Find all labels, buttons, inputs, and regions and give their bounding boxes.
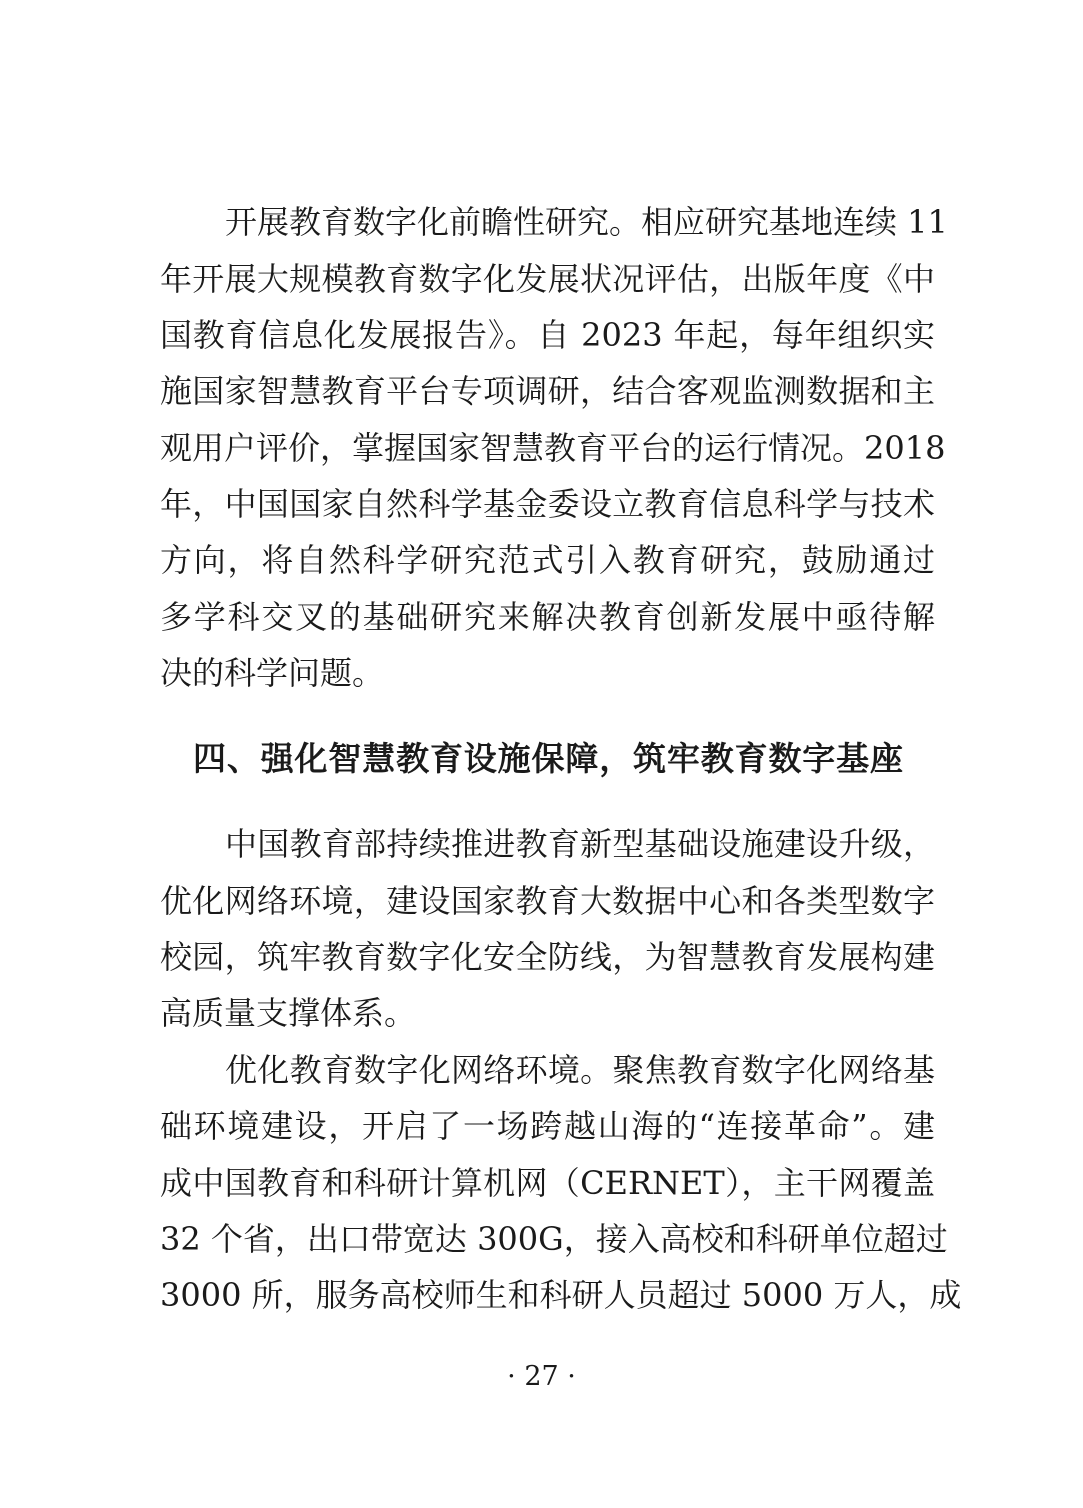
- text-line: 成中国教育和科研计算机网（CERNET），主干网覆盖: [160, 1164, 935, 1202]
- text-line: 优化教育数字化网络环境。聚焦教育数字化网络基: [225, 1051, 935, 1089]
- text-line: 开展教育数字化前瞻性研究。相应研究基地连续 11: [225, 203, 948, 241]
- text-line: 年，中国国家自然科学基金委设立教育信息科学与技术: [160, 485, 935, 523]
- text-line: 校园，筑牢教育数字化安全防线，为智慧教育发展构建: [160, 938, 935, 976]
- section-heading: 四、强化智慧教育设施保障，筑牢教育数字基座: [193, 739, 903, 778]
- page-number: · 27 ·: [507, 1361, 576, 1392]
- text-line: 观用户评价，掌握国家智慧教育平台的运行情况。2018: [160, 429, 946, 467]
- text-line: 中国教育部持续推进教育新型基础设施建设升级，: [225, 825, 935, 863]
- text-line: 础环境建设，开启了一场跨越山海的“连接革命”。建: [160, 1107, 935, 1145]
- text-line: 施国家智慧教育平台专项调研，结合客观监测数据和主: [160, 372, 935, 410]
- text-line: 优化网络环境，建设国家教育大数据中心和各类型数字: [160, 882, 935, 920]
- text-line: 决的科学问题。: [160, 654, 385, 692]
- text-line: 年开展大规模教育数字化发展状况评估，出版年度《中: [160, 260, 935, 298]
- text-line: 32 个省，出口带宽达 300G，接入高校和科研单位超过: [160, 1220, 948, 1258]
- text-line: 方向，将自然科学研究范式引入教育研究，鼓励通过: [160, 541, 935, 579]
- text-line: 高质量支撑体系。: [160, 994, 417, 1032]
- text-line: 多学科交叉的基础研究来解决教育创新发展中亟待解: [160, 598, 935, 636]
- text-line: 国教育信息化发展报告》。自 2023 年起，每年组织实: [160, 316, 935, 354]
- text-line: 3000 所，服务高校师生和科研人员超过 5000 万人，成: [160, 1276, 962, 1314]
